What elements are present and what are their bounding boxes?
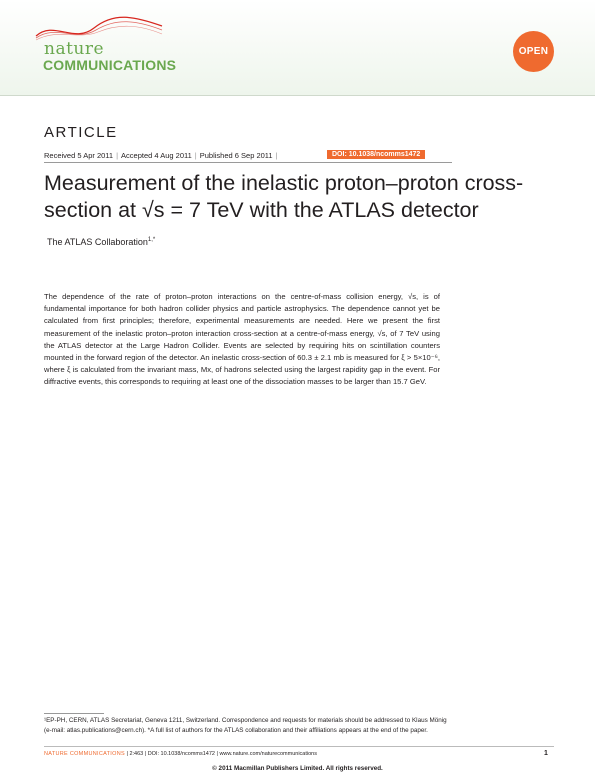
abstract-text: The dependence of the rate of proton–proton interactions on the centre-of-mass collision energy, √s, is of fundamental importance for both hadron collider physics and particle astrophysics. The dependence cannot yet be calculated from first principles; therefore, experimental measurements are needed. Here we present the first measurement of the inelastic proton–proton interaction cross-section at a centre-of-mass energy, √s, of 7 TeV using the ATLAS detector at the Large Hadron Collider. Events are selected by requiring hits on scintillation counters mounted in the forward region of the detector. An inelastic cross-section of 60.3 ± 2.1 mb is measured for ξ > 5×10⁻⁶, where ξ is calculated from the invariant mass, Mx, of hadrons selected using the largest rapidity gap in the event. For diffractive events, this corresponds to requiring at least one of the dissociation masses to be larger than 15.7 GeV.	[44, 292, 440, 387]
published-date: Published 6 Sep 2011	[199, 151, 273, 160]
nature-logo-text: nature	[44, 39, 105, 59]
author-name[interactable]: The ATLAS Collaboration	[47, 237, 148, 247]
footnote-rule	[44, 713, 104, 714]
communications-logo-text: COMMUNICATIONS	[43, 57, 177, 73]
header-divider	[0, 95, 595, 96]
author-line	[47, 237, 155, 247]
affiliation-footnote	[44, 716, 554, 736]
article-title: Measurement of the inelastic proton–proton cross-section at √s = 7 TeV with the ATLAS detector	[44, 171, 524, 222]
footer-journal-name: NATURE COMMUNICATIONS	[44, 751, 125, 757]
article-type-label: ARTICLE	[44, 124, 118, 141]
accepted-date: Accepted 4 Aug 2011	[121, 151, 192, 160]
footer-citation[interactable]: | 2:463 | DOI: 10.1038/ncomms1472 | www.nature.com/naturecommunications	[126, 751, 317, 757]
copyright-notice: © 2011 Macmillan Publishers Limited. All rights reserved.	[212, 765, 383, 772]
title-rule	[44, 162, 452, 163]
page-number: 1	[544, 750, 548, 757]
footer-rule	[44, 746, 554, 747]
footnote-line-2: (e-mail: atlas.publications@cern.ch). *A full list of authors for the ATLAS collaboration and their affiliations appears at the end of the paper.	[44, 727, 428, 734]
publication-dates	[44, 151, 281, 160]
footnote-line-1: ¹EP-PH, CERN, ATLAS Secretariat, Geneva 1211, Switzerland. Correspondence and requests for materials should be addressed to Klaus Mönig	[44, 717, 447, 724]
received-date: Received 5 Apr 2011	[44, 151, 114, 160]
open-access-badge: OPEN	[513, 31, 554, 72]
date-separator: |	[194, 151, 197, 160]
page-footer	[44, 751, 317, 757]
doi-link[interactable]: DOI: 10.1038/ncomms1472	[327, 150, 425, 159]
date-separator: |	[275, 151, 278, 160]
author-affiliation-marker: 1,*	[147, 237, 156, 243]
date-separator: |	[116, 151, 119, 160]
